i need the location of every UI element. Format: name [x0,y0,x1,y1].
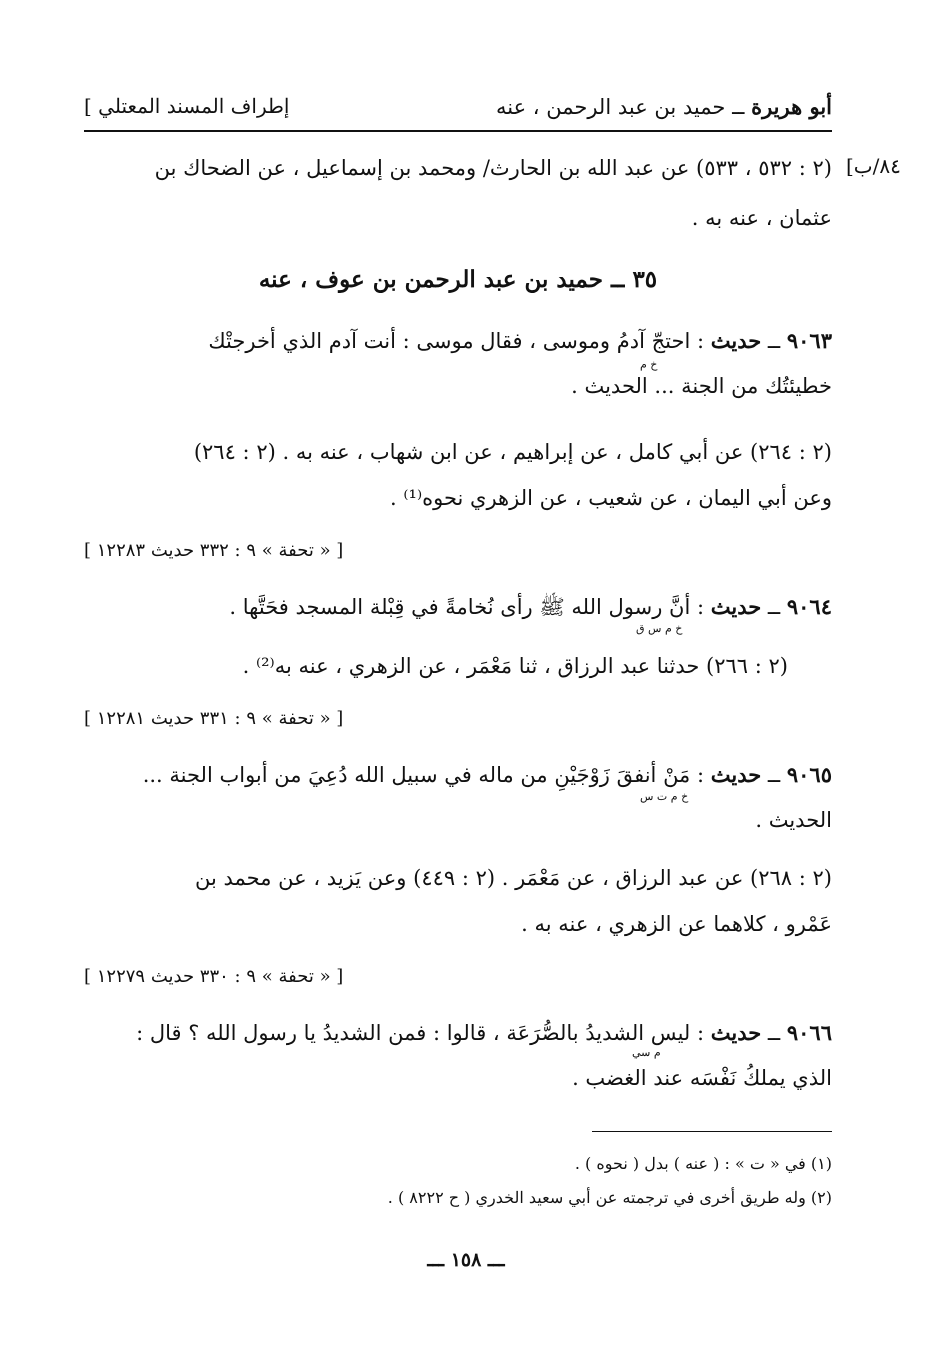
entry-number: ٩٠٦٥ [786,762,832,787]
footnote-rule [592,1131,832,1132]
entry-number: ٩٠٦٦ [786,1020,832,1045]
header-rule [84,130,832,132]
entry-text: : احتجّ آدمُ وموسى ، فقال موسى : أنت آدم الذي أخرجتْك [208,329,711,353]
footnote-1: (١) في « ت » : ( عنه ) بدل ( نحوه ) . [574,1154,832,1173]
entry-9065-tuhfa: [ « تحفة » ٩ : ٣٣٠ حديث ١٢٢٧٩ ] [84,966,344,987]
entry-keyword: حديث [710,328,762,353]
header-left: [ إطراف المسند المعتلي [84,94,290,118]
continuation-line-2: عثمان ، عنه به . [691,206,832,230]
entry-9063-sigla: خ م [640,358,658,371]
section-title: ٣٥ ــ حميد بن عبد الرحمن بن عوف ، عنه [258,266,658,293]
entry-9065-isnad-1: (٢ : ٢٦٨) عن عبد الرزاق ، عن مَعْمَر . (٢ : ٤٤٩) وعن يَزيد ، عن محمد بن [195,866,832,890]
entry-9063-isnad-1: (٢ : ٢٦٤) عن أبي كامل ، عن إبراهيم ، عن ابن شهاب ، عنه به . (٢ : ٢٦٤) [193,440,832,464]
entry-text: : أنَّ رسول الله ﷺ رأى نُخامةً في قِبْلة المسجد فحَتَّها . [229,595,711,619]
entry-9063-tuhfa: [ « تحفة » ٩ : ٣٣٢ حديث ١٢٢٨٣ ] [84,540,344,561]
entry-keyword: حديث [710,1020,762,1045]
entry-9065-sigla: خ م ت س [640,790,689,803]
entry-9066-sigla: م سي [632,1046,661,1059]
entry-keyword: حديث [710,594,762,619]
entry-9066-line-1: ٩٠٦٦ ــ حديث : ليس الشديدُ بالصُّرَعَة ، قالوا : فمن الشديدُ يا رسول الله ؟ قال : [136,1020,832,1045]
entry-number: ٩٠٦٤ [786,594,832,619]
entry-9064-isnad-text: (٢ : ٢٦٦) حدثنا عبد الرزاق ، ثنا مَعْمَر ، عن الزهري ، عنه به⁽²⁾ . [242,654,788,678]
entry-9064-isnad-1 [84,654,832,678]
entry-9065-line-1: ٩٠٦٥ ــ حديث : مَنْ أنفقَ زَوْجَيْنِ من ماله في سبيل الله دُعِيَ من أبواب الجنة ... [142,762,832,787]
entry-number: ٩٠٦٣ [786,328,832,353]
header-right [496,94,832,119]
header-right-title: أبو هريرة [751,94,832,119]
footnote-2: (٢) وله طريق أخرى في ترجمته عن أبي سعيد الخدري ( ح ٨٢٢٢ ) . [387,1188,832,1207]
page-number: ـــ ١٥٨ ـــ [427,1249,505,1271]
entry-9063-line-1: ٩٠٦٣ ــ حديث : احتجّ آدمُ وموسى ، فقال موسى : أنت آدم الذي أخرجتْك [208,328,832,353]
entry-9064-line-1: ٩٠٦٤ ــ حديث : أنَّ رسول الله ﷺ رأى نُخامةً في قِبْلة المسجد فحَتَّها . [229,594,832,619]
entry-9065-line-2: الحديث . [755,808,832,832]
running-header [84,94,832,134]
entry-keyword: حديث [710,762,762,787]
entry-text: : مَنْ أنفقَ زَوْجَيْنِ من ماله في سبيل الله دُعِيَ من أبواب الجنة ... [142,763,711,787]
header-right-rest: ــ حميد بن عبد الرحمن ، عنه [495,95,752,119]
margin-note: ٨٤/ب] [846,154,901,178]
entry-9064-sigla: خ م س ق [636,622,683,635]
entry-9064-tuhfa: [ « تحفة » ٩ : ٣٣١ حديث ١٢٢٨١ ] [84,708,344,729]
continuation-line-1: (٢ : ٥٣٢ ، ٥٣٣) عن عبد الله بن الحارث/ ومحمد بن إسماعيل ، عن الضحاك بن [154,156,832,180]
entry-9063-isnad-2: وعن أبي اليمان ، عن شعيب ، عن الزهري نحوه⁽¹⁾ . [390,486,832,510]
entry-9065-isnad-2: عَمْرو ، كلاهما عن الزهري ، عنه به . [521,912,832,936]
entry-9066-line-2: الذي يملكُ نَفْسَه عند الغضب . [572,1066,832,1090]
entry-text: : ليس الشديدُ بالصُّرَعَة ، قالوا : فمن الشديدُ يا رسول الله ؟ قال : [136,1021,711,1045]
entry-9063-line-2: خطيئتُك من الجنة ... الحديث . [571,374,832,398]
